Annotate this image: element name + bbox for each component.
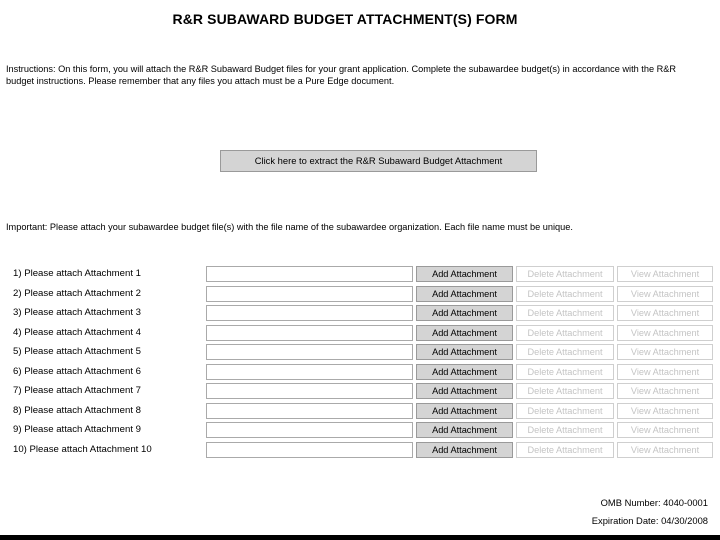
attachment-filename-field[interactable] xyxy=(206,286,413,302)
attachment-row xyxy=(0,364,720,382)
attachment-row xyxy=(0,383,720,401)
important-note: Important: Please attach your subawardee budget file(s) with the file name of the subawardee organization. Each file name must be unique. xyxy=(6,222,573,232)
omb-number: OMB Number: 4040-0001 xyxy=(600,497,708,508)
attachment-row xyxy=(0,422,720,440)
attachment-label: 3) Please attach Attachment 3 xyxy=(13,307,141,318)
view-attachment-button[interactable]: View Attachment xyxy=(617,422,713,438)
add-attachment-button[interactable]: Add Attachment xyxy=(416,344,513,360)
attachment-filename-field[interactable] xyxy=(206,383,413,399)
view-attachment-button[interactable]: View Attachment xyxy=(617,305,713,321)
delete-attachment-button[interactable]: Delete Attachment xyxy=(516,422,614,438)
delete-attachment-button[interactable]: Delete Attachment xyxy=(516,364,614,380)
delete-attachment-button[interactable]: Delete Attachment xyxy=(516,325,614,341)
attachment-label: 7) Please attach Attachment 7 xyxy=(13,385,141,396)
view-attachment-button[interactable]: View Attachment xyxy=(617,403,713,419)
delete-attachment-button[interactable]: Delete Attachment xyxy=(516,305,614,321)
attachment-row xyxy=(0,266,720,284)
attachment-label: 6) Please attach Attachment 6 xyxy=(13,365,141,377)
attachment-filename-field[interactable] xyxy=(206,266,413,282)
delete-attachment-button[interactable]: Delete Attachment xyxy=(516,344,614,360)
add-attachment-button[interactable]: Add Attachment xyxy=(416,305,513,321)
attachment-label: 10) Please attach Attachment 10 xyxy=(13,443,152,455)
view-attachment-button[interactable]: View Attachment xyxy=(617,442,713,458)
form-title: R&R SUBAWARD BUDGET ATTACHMENT(S) FORM xyxy=(172,11,518,27)
attachment-row xyxy=(0,286,720,304)
attachment-label: 1) Please attach Attachment 1 xyxy=(13,268,141,279)
attachment-label: 4) Please attach Attachment 4 xyxy=(13,326,141,338)
view-attachment-button[interactable]: View Attachment xyxy=(617,266,713,282)
add-attachment-button[interactable]: Add Attachment xyxy=(416,442,513,458)
add-attachment-button[interactable]: Add Attachment xyxy=(416,364,513,380)
bottom-border xyxy=(0,535,720,540)
view-attachment-button[interactable]: View Attachment xyxy=(617,325,713,341)
delete-attachment-button[interactable]: Delete Attachment xyxy=(516,442,614,458)
view-attachment-button[interactable]: View Attachment xyxy=(617,344,713,360)
view-attachment-button[interactable]: View Attachment xyxy=(617,286,713,302)
expiration-date: Expiration Date: 04/30/2008 xyxy=(591,515,708,526)
attachment-filename-field[interactable] xyxy=(206,364,413,380)
attachment-row xyxy=(0,442,720,460)
attachment-label: 2) Please attach Attachment 2 xyxy=(13,287,141,299)
delete-attachment-button[interactable]: Delete Attachment xyxy=(516,403,614,419)
delete-attachment-button[interactable]: Delete Attachment xyxy=(516,286,614,302)
add-attachment-button[interactable]: Add Attachment xyxy=(416,266,513,282)
attachment-filename-field[interactable] xyxy=(206,403,413,419)
attachment-row xyxy=(0,344,720,362)
add-attachment-button[interactable]: Add Attachment xyxy=(416,422,513,438)
add-attachment-button[interactable]: Add Attachment xyxy=(416,325,513,341)
attachment-filename-field[interactable] xyxy=(206,305,413,321)
add-attachment-button[interactable]: Add Attachment xyxy=(416,403,513,419)
delete-attachment-button[interactable]: Delete Attachment xyxy=(516,266,614,282)
add-attachment-button[interactable]: Add Attachment xyxy=(416,286,513,302)
attachment-filename-field[interactable] xyxy=(206,325,413,341)
attachment-filename-field[interactable] xyxy=(206,422,413,438)
attachment-filename-field[interactable] xyxy=(206,344,413,360)
attachment-filename-field[interactable] xyxy=(206,442,413,458)
attachment-label: 9) Please attach Attachment 9 xyxy=(13,424,141,435)
attachment-row xyxy=(0,325,720,343)
view-attachment-button[interactable]: View Attachment xyxy=(617,364,713,380)
view-attachment-button[interactable]: View Attachment xyxy=(617,383,713,399)
attachment-row xyxy=(0,305,720,323)
extract-subaward-button[interactable]: Click here to extract the R&R Subaward Budget Attachment xyxy=(220,150,537,172)
attachment-row xyxy=(0,403,720,421)
delete-attachment-button[interactable]: Delete Attachment xyxy=(516,383,614,399)
attachment-label: 5) Please attach Attachment 5 xyxy=(13,346,141,357)
add-attachment-button[interactable]: Add Attachment xyxy=(416,383,513,399)
attachment-label: 8) Please attach Attachment 8 xyxy=(13,404,141,416)
instructions-text: Instructions: On this form, you will attach the R&R Subaward Budget files for your grant application. Complete the subawardee budget(s) in accordance with the R&R budget instructions. Please remember that any files you attach must be a Pure Edge document. xyxy=(6,64,677,86)
